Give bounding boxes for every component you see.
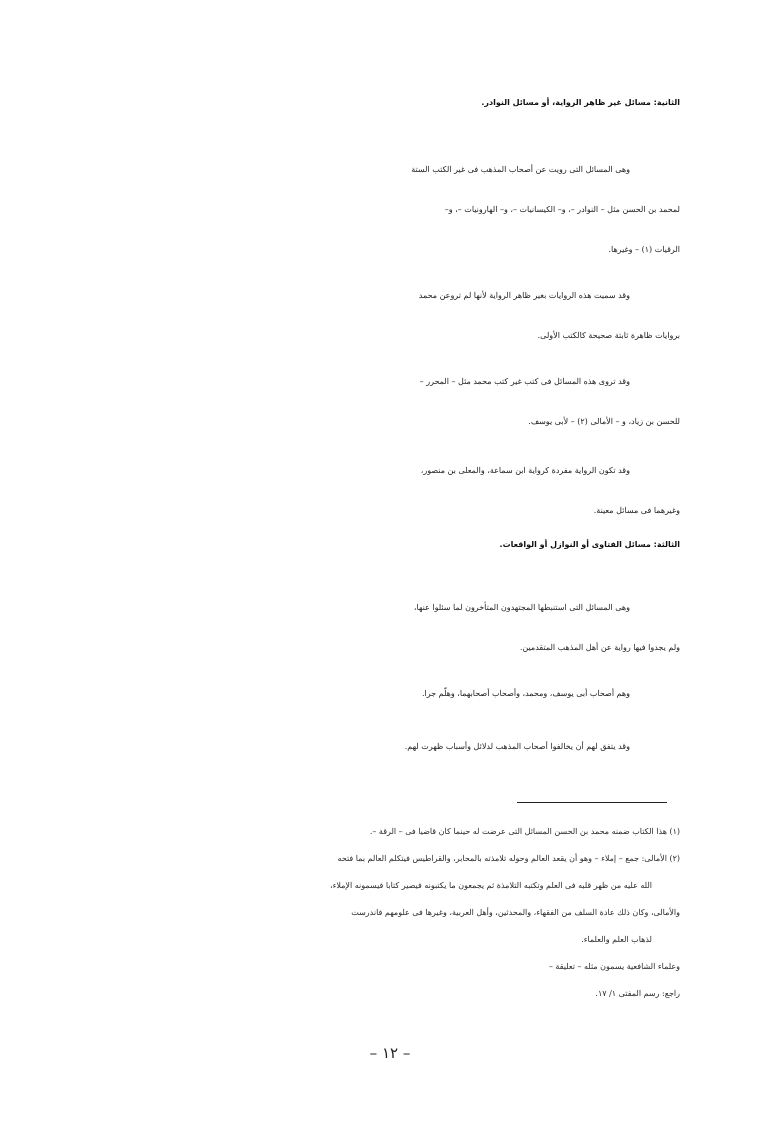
paragraph-line: الرقيات (١) – وغيرها. bbox=[608, 245, 680, 254]
footnote-2: (٢) الأمالى: جمع – إملاء – وهو أن يقعد العالم وحوله تلامذته بالمحابر، والقراطيس فيتكلم العالم بما فتحه bbox=[337, 854, 680, 863]
paragraph bbox=[100, 588, 680, 668]
paragraph-line: وهى المسائل التى رويت عن أصحاب المذهب فى غير الكتب الستة bbox=[411, 165, 630, 174]
paragraph-line: وقد سميت هذه الروايات بغير ظاهر الرواية لأنها لم تروعن محمد bbox=[418, 291, 630, 300]
paragraph bbox=[100, 150, 680, 270]
paragraph-line: للحسن بن زياد، و – الأمالى (٢) – لأبى يوسف. bbox=[528, 417, 680, 426]
footnote-separator bbox=[517, 802, 667, 803]
footnote-line: والأمالى، وكان ذلك عادة السلف من الفقهاء، والمحدثين، وأهل العربية، وغيرها فى علومهم فاندرست bbox=[351, 908, 680, 917]
page-number: – ١٢ – bbox=[369, 1044, 411, 1062]
footnote-line: لذهاب العلم والعلماء. bbox=[581, 935, 652, 944]
footnote-line: الله عليه من ظهر قلبه فى العلم وتكتبه التلامذة ثم يجمعون ما يكتبونه فيصير كتابا فيسمونه الإملاء، bbox=[329, 881, 652, 890]
paragraph bbox=[100, 727, 680, 767]
paragraph-line: ولم يجدوا فيها رواية عن أهل المذهب المتقدمين. bbox=[519, 643, 680, 652]
paragraph bbox=[100, 674, 680, 714]
footnote-line: وعلماء الشافعية يسمون مثله – تعليقة – bbox=[548, 962, 680, 971]
paragraph-line: لمحمد بن الحسن مثل – النوادر –، و– الكيسانيات –، و– الهارونيات –، و– bbox=[444, 205, 680, 214]
paragraph-line: وغيرهما فى مسائل معينة. bbox=[593, 506, 680, 515]
section-heading-third: الثالثة: مسائل الفتاوى أو النوازل أو الواقعات. bbox=[499, 540, 680, 549]
paragraph-line: بروايات ظاهرة ثابتة صحيحة كالكتب الأولى. bbox=[537, 331, 680, 340]
paragraph bbox=[100, 362, 680, 442]
paragraph-line: وقد تروى هذه المسائل فى كتب غير كتب محمد مثل – المحرر – bbox=[419, 377, 630, 386]
section-heading-second: الثانية: مسائل غير ظاهر الرواية، أو مسائل النوادر. bbox=[481, 98, 680, 107]
paragraph-line: وهم أصحاب أبى يوسف، ومحمد، وأصحاب أصحابهما، وهلّم جرا. bbox=[421, 689, 630, 698]
footnote-1: (١) هذا الكتاب ضمنه محمد بن الحسن المسائل التى عرضت له حينما كان قاضيا فى – الرقة –. bbox=[369, 827, 680, 836]
paragraph-line: وقد تكون الرواية مفردة كرواية ابن سماعة، والمعلى بن منصور، bbox=[420, 466, 630, 475]
paragraph bbox=[100, 451, 680, 531]
paragraph bbox=[100, 276, 680, 356]
footnote-line: راجع: رسم المفتى ١/ ١٧. bbox=[595, 989, 680, 998]
footnotes bbox=[100, 818, 680, 1007]
paragraph-line: وقد يتفق لهم أن يخالفوا أصحاب المذهب لدلائل وأسباب ظهرت لهم. bbox=[404, 742, 630, 751]
paragraph-line: وهى المسائل التى استنبطها المجتهدون المتأخرون لما سئلوا عنها، bbox=[413, 603, 630, 612]
